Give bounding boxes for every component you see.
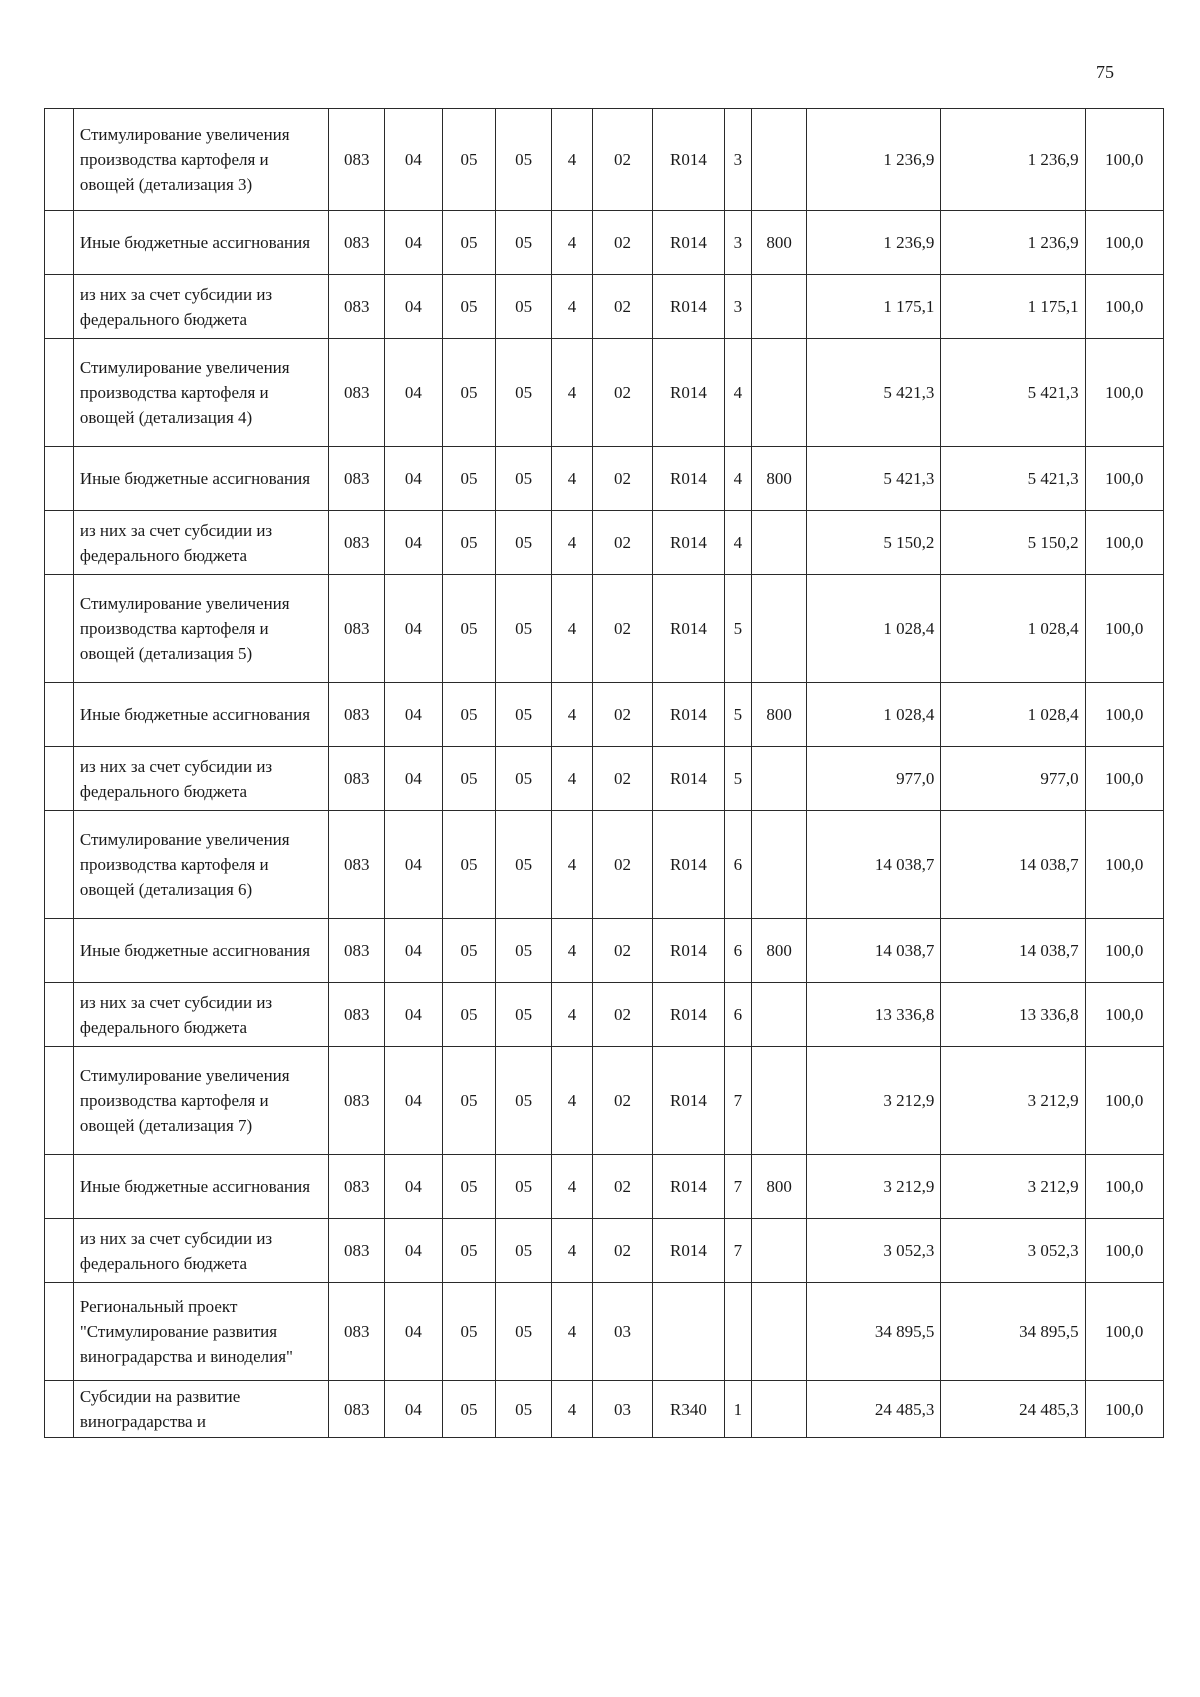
code-section-cell: 04	[385, 447, 443, 511]
planned-amount-cell: 3 212,9	[807, 1155, 941, 1219]
executed-amount-cell: 1 175,1	[941, 275, 1085, 339]
code-event-cell: 02	[593, 747, 653, 811]
table-row	[45, 511, 1164, 575]
row-name-cell: Субсидии на развитие виноградарства и	[73, 1381, 329, 1438]
code-subprogram-cell: 4	[551, 747, 592, 811]
code-kvsr-cell: 083	[329, 275, 385, 339]
code-subprogram-cell: 4	[551, 339, 592, 447]
execution-percent-cell: 100,0	[1085, 747, 1163, 811]
code-program-cell: 05	[496, 109, 552, 211]
code-direction-cell: R340	[652, 1381, 724, 1438]
row-name-cell: из них за счет субсидии из федерального бюджета	[73, 747, 329, 811]
code-subprogram-cell: 4	[551, 1283, 592, 1381]
row-name-cell: Иные бюджетные ассигнования	[73, 1155, 329, 1219]
code-expense-type-cell	[751, 511, 807, 575]
row-index-cell	[45, 1283, 74, 1381]
code-expense-type-cell	[751, 1283, 807, 1381]
code-expense-type-cell: 800	[751, 447, 807, 511]
code-kvsr-cell: 083	[329, 339, 385, 447]
execution-percent-cell: 100,0	[1085, 511, 1163, 575]
execution-percent-cell: 100,0	[1085, 811, 1163, 919]
execution-percent-cell: 100,0	[1085, 211, 1163, 275]
code-detail-cell: 1	[725, 1381, 752, 1438]
code-subsection-cell: 05	[442, 919, 496, 983]
planned-amount-cell: 1 236,9	[807, 109, 941, 211]
code-event-cell: 02	[593, 983, 653, 1047]
code-subprogram-cell: 4	[551, 575, 592, 683]
code-kvsr-cell: 083	[329, 575, 385, 683]
planned-amount-cell: 34 895,5	[807, 1283, 941, 1381]
execution-percent-cell: 100,0	[1085, 447, 1163, 511]
code-subprogram-cell: 4	[551, 983, 592, 1047]
code-event-cell: 02	[593, 1219, 653, 1283]
code-direction-cell: R014	[652, 747, 724, 811]
row-index-cell	[45, 811, 74, 919]
code-direction-cell: R014	[652, 339, 724, 447]
row-index-cell	[45, 1047, 74, 1155]
budget-table	[44, 108, 1164, 1438]
code-program-cell: 05	[496, 275, 552, 339]
code-subprogram-cell: 4	[551, 1155, 592, 1219]
row-name-cell: из них за счет субсидии из федерального бюджета	[73, 1219, 329, 1283]
code-detail-cell: 6	[725, 919, 752, 983]
code-section-cell: 04	[385, 211, 443, 275]
executed-amount-cell: 34 895,5	[941, 1283, 1085, 1381]
code-expense-type-cell	[751, 275, 807, 339]
code-subsection-cell: 05	[442, 1381, 496, 1438]
code-section-cell: 04	[385, 109, 443, 211]
page-number: 75	[1096, 62, 1114, 82]
code-detail-cell: 7	[725, 1047, 752, 1155]
code-detail-cell: 6	[725, 983, 752, 1047]
row-name-cell: Стимулирование увеличения производства картофеля и овощей (детализация 6)	[73, 811, 329, 919]
code-expense-type-cell: 800	[751, 211, 807, 275]
row-name-cell: из них за счет субсидии из федерального бюджета	[73, 983, 329, 1047]
table-row	[45, 1047, 1164, 1155]
code-kvsr-cell: 083	[329, 1219, 385, 1283]
row-index-cell	[45, 211, 74, 275]
code-event-cell: 02	[593, 211, 653, 275]
row-name-cell: из них за счет субсидии из федерального бюджета	[73, 275, 329, 339]
code-subsection-cell: 05	[442, 811, 496, 919]
table-row	[45, 747, 1164, 811]
planned-amount-cell: 5 421,3	[807, 339, 941, 447]
code-section-cell: 04	[385, 275, 443, 339]
row-name-cell: Иные бюджетные ассигнования	[73, 211, 329, 275]
code-expense-type-cell	[751, 575, 807, 683]
code-subsection-cell: 05	[442, 211, 496, 275]
table-row	[45, 919, 1164, 983]
planned-amount-cell: 5 421,3	[807, 447, 941, 511]
execution-percent-cell: 100,0	[1085, 919, 1163, 983]
row-name-cell: Стимулирование увеличения производства картофеля и овощей (детализация 4)	[73, 339, 329, 447]
code-direction-cell	[652, 1283, 724, 1381]
code-program-cell: 05	[496, 983, 552, 1047]
code-section-cell: 04	[385, 1283, 443, 1381]
code-program-cell: 05	[496, 511, 552, 575]
code-event-cell: 03	[593, 1283, 653, 1381]
code-expense-type-cell	[751, 339, 807, 447]
code-kvsr-cell: 083	[329, 1155, 385, 1219]
row-index-cell	[45, 1155, 74, 1219]
table-row	[45, 575, 1164, 683]
code-event-cell: 03	[593, 1381, 653, 1438]
executed-amount-cell: 13 336,8	[941, 983, 1085, 1047]
execution-percent-cell: 100,0	[1085, 1219, 1163, 1283]
row-index-cell	[45, 339, 74, 447]
code-event-cell: 02	[593, 275, 653, 339]
code-event-cell: 02	[593, 1155, 653, 1219]
code-event-cell: 02	[593, 575, 653, 683]
code-kvsr-cell: 083	[329, 919, 385, 983]
executed-amount-cell: 14 038,7	[941, 919, 1085, 983]
code-subprogram-cell: 4	[551, 511, 592, 575]
code-program-cell: 05	[496, 747, 552, 811]
code-subsection-cell: 05	[442, 1219, 496, 1283]
code-program-cell: 05	[496, 1219, 552, 1283]
row-index-cell	[45, 575, 74, 683]
code-event-cell: 02	[593, 919, 653, 983]
code-detail-cell: 5	[725, 683, 752, 747]
executed-amount-cell: 14 038,7	[941, 811, 1085, 919]
planned-amount-cell: 14 038,7	[807, 811, 941, 919]
code-event-cell: 02	[593, 339, 653, 447]
code-program-cell: 05	[496, 1381, 552, 1438]
code-detail-cell	[725, 1283, 752, 1381]
code-kvsr-cell: 083	[329, 683, 385, 747]
planned-amount-cell: 24 485,3	[807, 1381, 941, 1438]
row-name-cell: из них за счет субсидии из федерального бюджета	[73, 511, 329, 575]
code-section-cell: 04	[385, 1155, 443, 1219]
code-program-cell: 05	[496, 811, 552, 919]
code-section-cell: 04	[385, 919, 443, 983]
code-detail-cell: 5	[725, 575, 752, 683]
executed-amount-cell: 3 212,9	[941, 1155, 1085, 1219]
code-direction-cell: R014	[652, 1155, 724, 1219]
code-section-cell: 04	[385, 811, 443, 919]
code-subprogram-cell: 4	[551, 1381, 592, 1438]
code-direction-cell: R014	[652, 275, 724, 339]
executed-amount-cell: 3 052,3	[941, 1219, 1085, 1283]
code-direction-cell: R014	[652, 683, 724, 747]
code-subprogram-cell: 4	[551, 683, 592, 747]
executed-amount-cell: 5 421,3	[941, 447, 1085, 511]
code-direction-cell: R014	[652, 511, 724, 575]
code-direction-cell: R014	[652, 919, 724, 983]
executed-amount-cell: 24 485,3	[941, 1381, 1085, 1438]
code-detail-cell: 5	[725, 747, 752, 811]
code-subsection-cell: 05	[442, 575, 496, 683]
code-kvsr-cell: 083	[329, 109, 385, 211]
code-subsection-cell: 05	[442, 983, 496, 1047]
table-row	[45, 447, 1164, 511]
planned-amount-cell: 1 028,4	[807, 575, 941, 683]
code-subsection-cell: 05	[442, 1283, 496, 1381]
code-subprogram-cell: 4	[551, 447, 592, 511]
planned-amount-cell: 3 212,9	[807, 1047, 941, 1155]
row-index-cell	[45, 983, 74, 1047]
table-row	[45, 339, 1164, 447]
code-subsection-cell: 05	[442, 747, 496, 811]
row-index-cell	[45, 683, 74, 747]
code-kvsr-cell: 083	[329, 1381, 385, 1438]
code-expense-type-cell: 800	[751, 1155, 807, 1219]
code-expense-type-cell	[751, 1219, 807, 1283]
table-row	[45, 1219, 1164, 1283]
code-expense-type-cell	[751, 983, 807, 1047]
table-row	[45, 275, 1164, 339]
code-direction-cell: R014	[652, 447, 724, 511]
execution-percent-cell: 100,0	[1085, 1381, 1163, 1438]
code-section-cell: 04	[385, 1381, 443, 1438]
code-section-cell: 04	[385, 339, 443, 447]
code-event-cell: 02	[593, 683, 653, 747]
row-index-cell	[45, 919, 74, 983]
row-name-cell: Стимулирование увеличения производства картофеля и овощей (детализация 3)	[73, 109, 329, 211]
code-expense-type-cell	[751, 811, 807, 919]
code-event-cell: 02	[593, 1047, 653, 1155]
code-event-cell: 02	[593, 109, 653, 211]
code-subprogram-cell: 4	[551, 811, 592, 919]
planned-amount-cell: 14 038,7	[807, 919, 941, 983]
table-row	[45, 109, 1164, 211]
executed-amount-cell: 1 028,4	[941, 575, 1085, 683]
planned-amount-cell: 13 336,8	[807, 983, 941, 1047]
code-section-cell: 04	[385, 1219, 443, 1283]
code-direction-cell: R014	[652, 983, 724, 1047]
code-subsection-cell: 05	[442, 275, 496, 339]
code-section-cell: 04	[385, 575, 443, 683]
executed-amount-cell: 3 212,9	[941, 1047, 1085, 1155]
execution-percent-cell: 100,0	[1085, 575, 1163, 683]
code-expense-type-cell	[751, 109, 807, 211]
code-subsection-cell: 05	[442, 1155, 496, 1219]
code-event-cell: 02	[593, 811, 653, 919]
code-program-cell: 05	[496, 683, 552, 747]
code-program-cell: 05	[496, 1047, 552, 1155]
code-subprogram-cell: 4	[551, 109, 592, 211]
row-name-cell: Иные бюджетные ассигнования	[73, 447, 329, 511]
code-expense-type-cell	[751, 747, 807, 811]
code-direction-cell: R014	[652, 211, 724, 275]
code-section-cell: 04	[385, 747, 443, 811]
executed-amount-cell: 1 236,9	[941, 211, 1085, 275]
code-subsection-cell: 05	[442, 109, 496, 211]
row-index-cell	[45, 1381, 74, 1438]
code-event-cell: 02	[593, 511, 653, 575]
executed-amount-cell: 5 421,3	[941, 339, 1085, 447]
planned-amount-cell: 1 028,4	[807, 683, 941, 747]
code-direction-cell: R014	[652, 1047, 724, 1155]
execution-percent-cell: 100,0	[1085, 339, 1163, 447]
code-kvsr-cell: 083	[329, 511, 385, 575]
execution-percent-cell: 100,0	[1085, 1155, 1163, 1219]
code-direction-cell: R014	[652, 575, 724, 683]
code-expense-type-cell: 800	[751, 919, 807, 983]
row-index-cell	[45, 447, 74, 511]
executed-amount-cell: 1 028,4	[941, 683, 1085, 747]
planned-amount-cell: 3 052,3	[807, 1219, 941, 1283]
code-detail-cell: 4	[725, 447, 752, 511]
code-program-cell: 05	[496, 211, 552, 275]
execution-percent-cell: 100,0	[1085, 1283, 1163, 1381]
execution-percent-cell: 100,0	[1085, 109, 1163, 211]
executed-amount-cell: 977,0	[941, 747, 1085, 811]
table-row	[45, 1381, 1164, 1438]
row-index-cell	[45, 747, 74, 811]
code-program-cell: 05	[496, 1283, 552, 1381]
code-direction-cell: R014	[652, 109, 724, 211]
execution-percent-cell: 100,0	[1085, 683, 1163, 747]
code-subsection-cell: 05	[442, 683, 496, 747]
row-index-cell	[45, 275, 74, 339]
execution-percent-cell: 100,0	[1085, 983, 1163, 1047]
code-program-cell: 05	[496, 1155, 552, 1219]
row-name-cell: Стимулирование увеличения производства картофеля и овощей (детализация 5)	[73, 575, 329, 683]
code-subsection-cell: 05	[442, 447, 496, 511]
code-kvsr-cell: 083	[329, 211, 385, 275]
code-program-cell: 05	[496, 339, 552, 447]
code-kvsr-cell: 083	[329, 1283, 385, 1381]
execution-percent-cell: 100,0	[1085, 1047, 1163, 1155]
table-row	[45, 1283, 1164, 1381]
code-expense-type-cell	[751, 1047, 807, 1155]
code-detail-cell: 4	[725, 511, 752, 575]
code-detail-cell: 7	[725, 1219, 752, 1283]
code-direction-cell: R014	[652, 1219, 724, 1283]
code-detail-cell: 3	[725, 275, 752, 339]
planned-amount-cell: 1 236,9	[807, 211, 941, 275]
code-section-cell: 04	[385, 511, 443, 575]
table-row	[45, 1155, 1164, 1219]
code-section-cell: 04	[385, 1047, 443, 1155]
code-detail-cell: 3	[725, 109, 752, 211]
row-name-cell: Иные бюджетные ассигнования	[73, 683, 329, 747]
code-kvsr-cell: 083	[329, 1047, 385, 1155]
code-subprogram-cell: 4	[551, 919, 592, 983]
row-index-cell	[45, 1219, 74, 1283]
code-subsection-cell: 05	[442, 511, 496, 575]
row-name-cell: Стимулирование увеличения производства картофеля и овощей (детализация 7)	[73, 1047, 329, 1155]
code-direction-cell: R014	[652, 811, 724, 919]
code-detail-cell: 3	[725, 211, 752, 275]
table-row	[45, 983, 1164, 1047]
code-subsection-cell: 05	[442, 339, 496, 447]
code-event-cell: 02	[593, 447, 653, 511]
code-kvsr-cell: 083	[329, 983, 385, 1047]
planned-amount-cell: 977,0	[807, 747, 941, 811]
row-index-cell	[45, 109, 74, 211]
row-name-cell: Иные бюджетные ассигнования	[73, 919, 329, 983]
code-subprogram-cell: 4	[551, 275, 592, 339]
code-detail-cell: 4	[725, 339, 752, 447]
planned-amount-cell: 5 150,2	[807, 511, 941, 575]
code-detail-cell: 6	[725, 811, 752, 919]
table-row	[45, 683, 1164, 747]
planned-amount-cell: 1 175,1	[807, 275, 941, 339]
executed-amount-cell: 5 150,2	[941, 511, 1085, 575]
code-program-cell: 05	[496, 575, 552, 683]
execution-percent-cell: 100,0	[1085, 275, 1163, 339]
table-row	[45, 211, 1164, 275]
code-detail-cell: 7	[725, 1155, 752, 1219]
code-subprogram-cell: 4	[551, 1219, 592, 1283]
code-kvsr-cell: 083	[329, 447, 385, 511]
code-program-cell: 05	[496, 447, 552, 511]
code-subsection-cell: 05	[442, 1047, 496, 1155]
code-section-cell: 04	[385, 983, 443, 1047]
code-kvsr-cell: 083	[329, 747, 385, 811]
code-subprogram-cell: 4	[551, 211, 592, 275]
code-expense-type-cell	[751, 1381, 807, 1438]
table-row	[45, 811, 1164, 919]
executed-amount-cell: 1 236,9	[941, 109, 1085, 211]
code-expense-type-cell: 800	[751, 683, 807, 747]
row-name-cell: Региональный проект "Стимулирование развития виноградарства и виноделия"	[73, 1283, 329, 1381]
code-program-cell: 05	[496, 919, 552, 983]
code-subprogram-cell: 4	[551, 1047, 592, 1155]
code-section-cell: 04	[385, 683, 443, 747]
row-index-cell	[45, 511, 74, 575]
code-kvsr-cell: 083	[329, 811, 385, 919]
